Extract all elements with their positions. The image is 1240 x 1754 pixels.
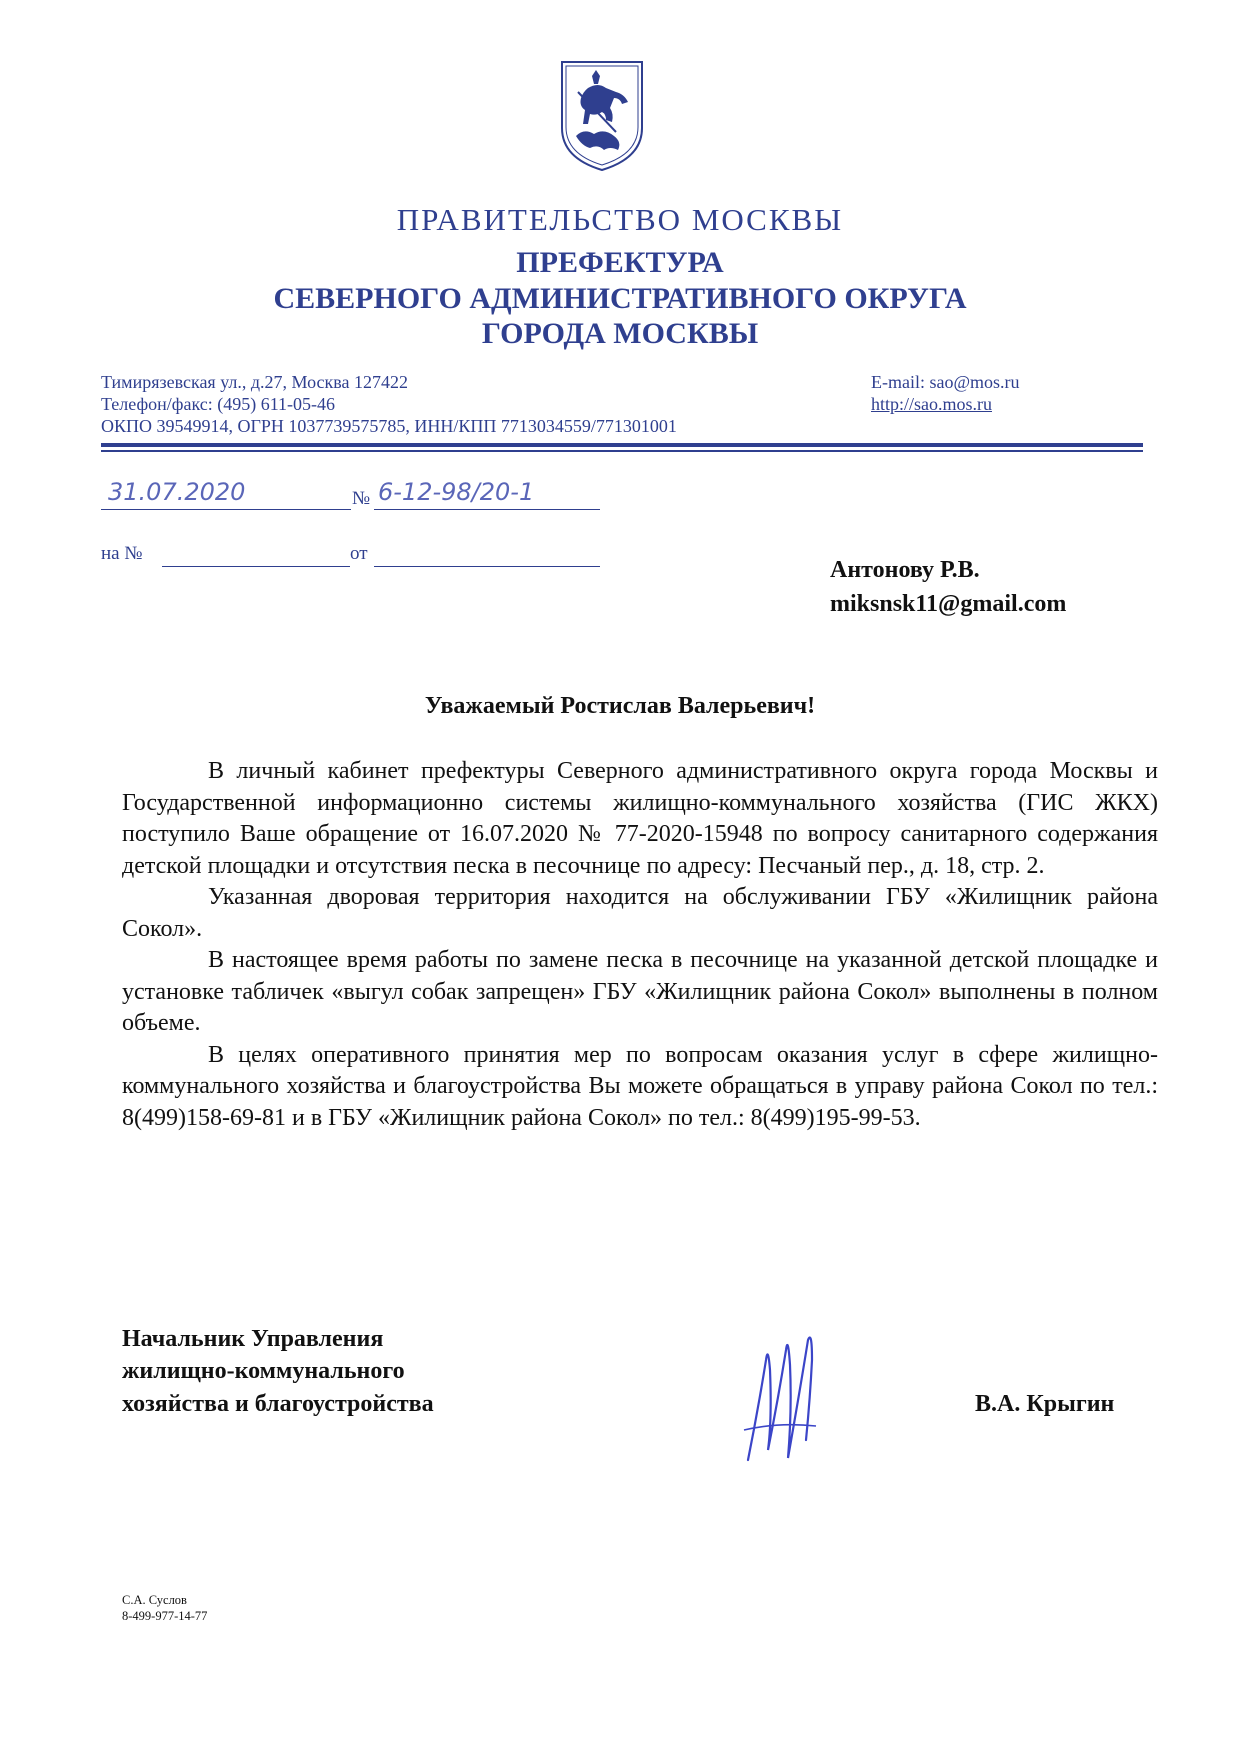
website-link[interactable]: http://sao.mos.ru [871,394,992,414]
number-underline [374,509,600,510]
executor-name: С.А. Суслов [122,1593,187,1607]
moscow-coat-of-arms-icon [558,58,646,174]
postal-address: Тимирязевская ул., д.27, Москва 127422 [101,372,409,392]
signer-position-line-1: Начальник Управления [122,1326,384,1352]
reference-date-label: от [350,543,368,564]
reference-number-blank [162,566,350,567]
number-label: № [352,488,371,509]
addressee-name: Антонову Р.В. [830,557,980,583]
signer-name: В.А. Крыгин [975,1391,1115,1417]
contact-block-left [101,371,677,437]
prefecture-title-line-1: ПРЕФЕКТУРА [516,246,724,279]
date-underline [101,509,351,510]
contact-block-right [871,371,1020,415]
addressee-email: miksnsk11@gmail.com [830,591,1067,617]
reference-date-blank [374,566,600,567]
email-address: E-mail: sao@mos.ru [871,372,1020,392]
prefecture-title-line-2: СЕВЕРНОГО АДМИНИСТРАТИВНОГО ОКРУГА [273,282,967,315]
body-paragraph: Указанная дворовая территория находится на обслуживании ГБУ «Жилищник района Сокол». [122,884,1158,942]
government-title: ПРАВИТЕЛЬСТВО МОСКВЫ [396,202,844,237]
reference-number-label: на № [101,543,143,564]
phone-fax: Телефон/факс: (495) 611-05-46 [101,394,336,414]
body-paragraph: В целях оперативного принятия мер по вопросам оказания услуг в сфере жилищно-коммунального хозяйства и благоустройства Вы можете обращаться в управу района Сокол по тел.: 8(499)158-69-81 и в ГБУ «Жилищник района Сокол» по тел.: 8(499)195-99-53. [122,1041,1158,1131]
letter-body [122,756,1158,1134]
handwritten-signature-icon [738,1330,828,1470]
executor-phone: 8-499-977-14-77 [122,1609,208,1623]
body-paragraph: В настоящее время работы по замене песка в песочнице на указанной детской площадке и установке табличек «выгул собак запрещен» ГБУ «Жилищник района Сокол» выполнены в полном объеме. [122,947,1158,1036]
registry-codes: ОКПО 39549914, ОГРН 1037739575785, ИНН/КПП 7713034559/771301001 [101,416,677,436]
letterhead-divider-thick [101,443,1143,447]
salutation: Уважаемый Ростислав Валерьевич! [424,693,816,719]
outgoing-date: 31.07.2020 [108,478,246,506]
letterhead-divider-thin [101,450,1143,452]
signer-position-line-3: хозяйства и благоустройства [122,1391,434,1417]
body-paragraph: В личный кабинет префектуры Северного административного округа города Москвы и Государственной информационно системы жилищно-коммунального хозяйства (ГИС ЖКХ) поступило Ваше обращение от 16.07.2020 № 77-2020-15948 по вопросу санитарного содержания детской площадки и отсутствия песка в песочнице по адресу: Песчаный пер., д. 18, стр. 2. [122,758,1158,879]
prefecture-title-line-3: ГОРОДА МОСКВЫ [481,317,759,350]
signer-position-line-2: жилищно-коммунального [122,1358,405,1384]
outgoing-number: 6-12-98/20-1 [378,478,535,506]
